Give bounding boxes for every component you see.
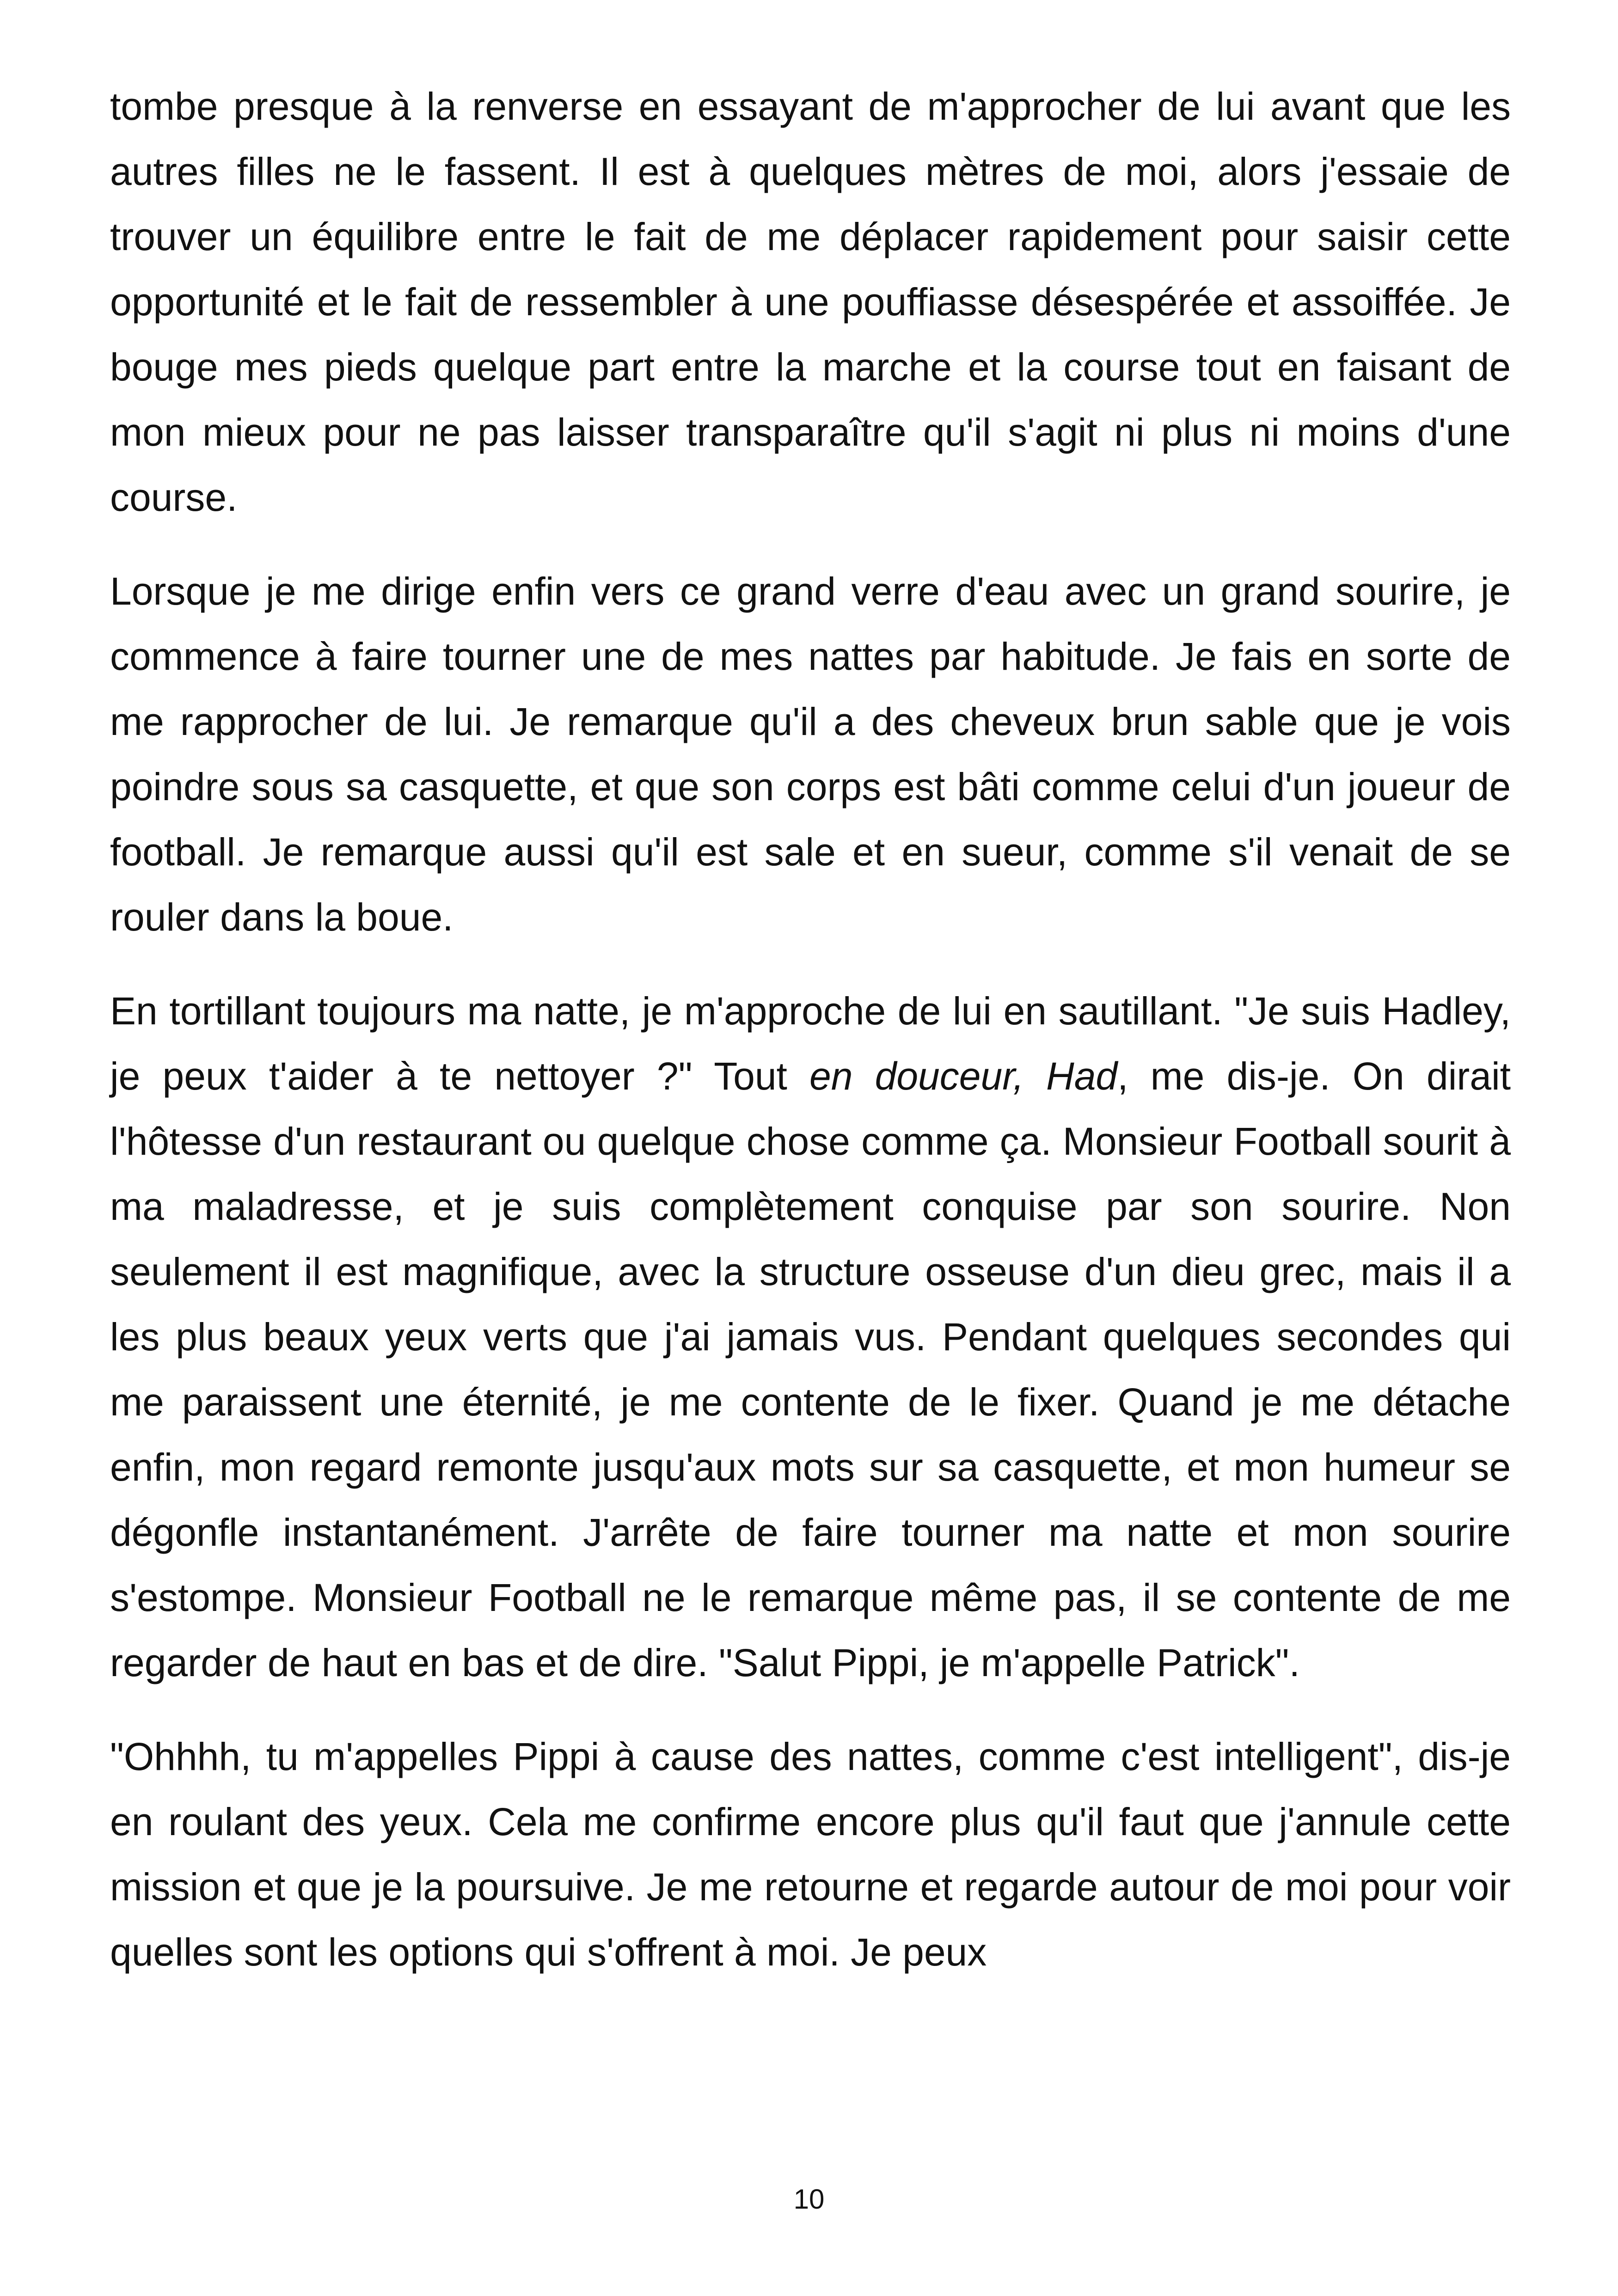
page-number: 10	[793, 2184, 825, 2215]
paragraph-3	[110, 979, 1511, 1696]
paragraph-3-text-end: , me dis-je. On dirait l'hôtesse d'un restaurant ou quelque chose comme ça. Monsieur Football sourit à ma maladresse, et je suis complètement conquise par son sourire. Non seulement il est magnifique, avec la structure osseuse d'un dieu grec, mais il a les plus beaux yeux verts que j'ai jamais vus. Pendant quelques secondes qui me paraissent une éternité, je me contente de le fixer. Quand je me détache enfin, mon regard remonte jusqu'aux mots sur sa casquette, et mon humeur se dégonfle instantanément. J'arrête de faire tourner ma natte et mon sourire s'estompe. Monsieur Football ne le remarque même pas, il se contente de me regarder de haut en bas et de dire. "Salut Pippi, je m'appelle Patrick".	[110, 1054, 1511, 1684]
paragraph-4	[110, 1724, 1511, 1985]
paragraph-3-italic-phrase: en douceur, Had	[809, 1054, 1118, 1098]
paragraph-2	[110, 559, 1511, 950]
document-page-body	[110, 74, 1511, 1985]
paragraph-1	[110, 74, 1511, 530]
paragraph-2-text: Lorsque je me dirige enfin vers ce grand verre d'eau avec un grand sourire, je commence à faire tourner une de mes nattes par habitude. Je fais en sorte de me rapprocher de lui. Je remarque qu'il a des cheveux brun sable que je vois poindre sous sa casquette, et que son corps est bâti comme celui d'un joueur de football. Je remarque aussi qu'il est sale et en sueur, comme s'il venait de se rouler dans la boue.	[110, 569, 1511, 939]
paragraph-4-text: "Ohhhh, tu m'appelles Pippi à cause des nattes, comme c'est intelligent", dis-je en roulant des yeux. Cela me confirme encore plus qu'il faut que j'annule cette mission et que je la poursuive. Je me retourne et regarde autour de moi pour voir quelles sont les options qui s'offrent à moi. Je peux	[110, 1735, 1511, 1974]
paragraph-1-text: tombe presque à la renverse en essayant de m'approcher de lui avant que les autres filles ne le fassent. Il est à quelques mètres de moi, alors j'essaie de trouver un équilibre entre le fait de me déplacer rapidement pour saisir cette opportunité et le fait de ressembler à une pouffiasse désespérée et assoiffée. Je bouge mes pieds quelque part entre la marche et la course tout en faisant de mon mieux pour ne pas laisser transparaître qu'il s'agit ni plus ni moins d'une course.	[110, 85, 1511, 519]
paragraph-3-text-start: En tortillant toujours ma natte, je m'approche de lui en sautillant. "Je suis Hadley, je peux t'aider à te nettoyer ?" Tout	[110, 989, 1511, 1098]
